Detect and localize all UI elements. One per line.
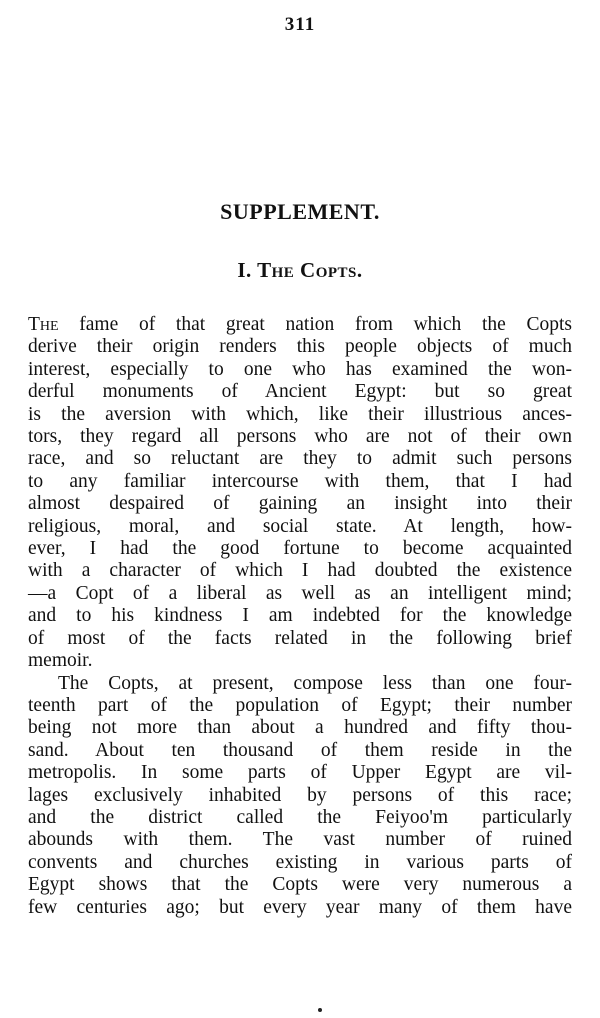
- text-line: metropolis. In some parts of Upper Egypt are vil-: [28, 762, 572, 784]
- text-line: memoir.: [28, 650, 93, 672]
- text-line: Egypt shows that the Copts were very numerous a: [28, 874, 572, 896]
- text-line: and the district called the Feiyoo'm particularly: [28, 806, 572, 828]
- text-line: derful monuments of Ancient Egypt: but so great: [28, 381, 572, 403]
- paragraph-2: [28, 673, 572, 919]
- text-line: race, and so reluctant are they to admit such persons: [28, 448, 572, 470]
- body-text: [28, 314, 572, 919]
- text-line: lages exclusively inhabited by persons of this race;: [28, 784, 572, 806]
- text-line: teenth part of the population of Egypt; their number: [28, 694, 572, 716]
- text-line: interest, especially to one who has examined the won-: [28, 358, 572, 380]
- text-line: abounds with them. The vast number of ruined: [28, 829, 572, 851]
- page-title: SUPPLEMENT.: [220, 199, 380, 224]
- text-line: —a Copt of a liberal as well as an intelligent mind;: [28, 582, 572, 604]
- text-line: being not more than about a hundred and fifty thou-: [28, 717, 572, 739]
- text-line: religious, moral, and social state. At length, how-: [28, 515, 572, 537]
- text-line: of most of the facts related in the following brief: [28, 627, 572, 649]
- text-line: almost despaired of gaining an insight into their: [28, 493, 572, 515]
- text-line: convents and churches existing in various parts of: [28, 851, 572, 873]
- text-line: and to his kindness I am indebted for the knowledge: [28, 605, 572, 627]
- section-heading: I. The Copts.: [237, 258, 363, 282]
- text-line: tors, they regard all persons who are not of their own: [28, 426, 572, 448]
- text-line: few centuries ago; but every year many of them have: [28, 896, 572, 918]
- text-line: The Copts, at present, compose less than one four-: [58, 672, 572, 694]
- text-line: [28, 314, 572, 336]
- text-line: with a character of which I had doubted the existence: [28, 560, 572, 582]
- text-line-rest: fame of that great nation from which the Copts: [58, 314, 572, 335]
- text-line: sand. About ten thousand of them reside in the: [28, 739, 572, 761]
- paragraph-1: [28, 314, 572, 673]
- text-line: is the aversion with which, like their illustrious ances-: [28, 403, 572, 425]
- text-line: ever, I had the good fortune to become acquainted: [28, 538, 572, 560]
- text-line: derive their origin renders this people objects of much: [28, 336, 572, 358]
- page-number: 311: [284, 14, 316, 35]
- drop-word: The: [28, 314, 59, 335]
- printer-mark: [318, 1008, 322, 1012]
- text-line: to any familiar intercourse with them, that I had: [28, 470, 572, 492]
